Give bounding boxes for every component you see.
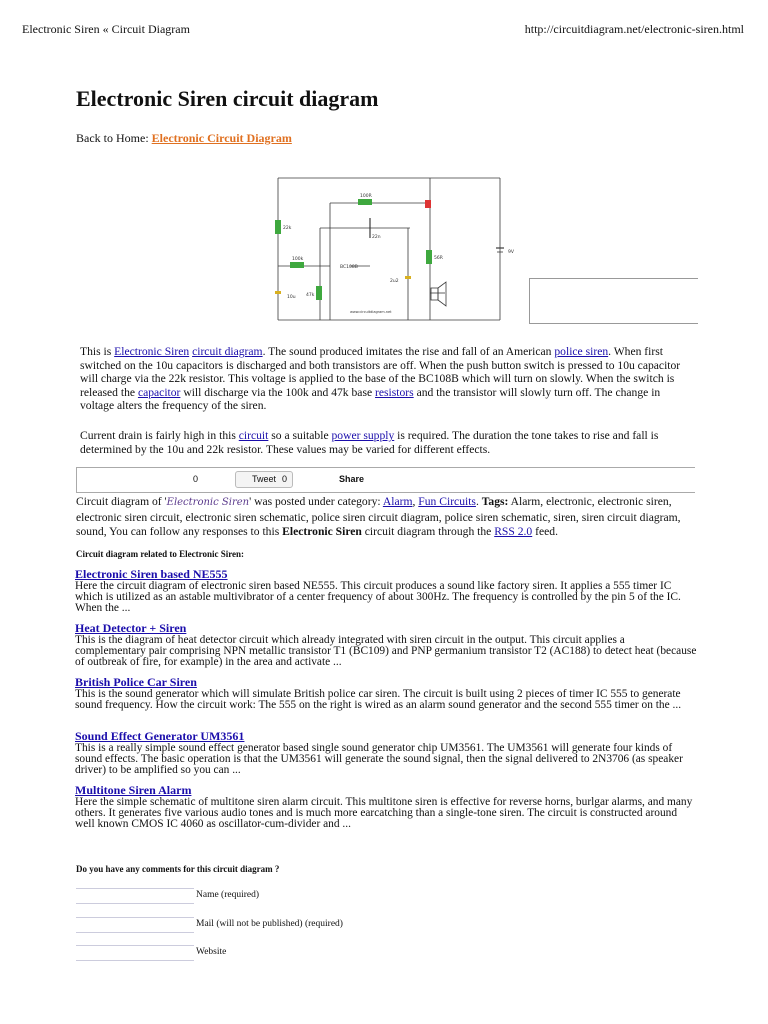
resistor-100r-mark [358, 199, 372, 205]
social-bar [76, 467, 695, 493]
website-field[interactable] [76, 945, 194, 961]
mail-field-label: Mail (will not be published) (required) [196, 919, 343, 929]
comments-heading: Do you have any comments for this circuit diagram ? [76, 864, 280, 874]
label-r2: 100k [292, 257, 304, 262]
related-heading: Circuit diagram related to Electronic Siren: [76, 549, 245, 559]
page-url: http://circuitdiagram.net/electronic-siren.html [524, 22, 744, 36]
related-description: Here the simple schematic of multitone siren alarm circuit. This multitone siren is effective for reverse horns, burlgar alarms, and many others. It generates five various audio tones and is much more earcatching than a single-tone siren. The circuit is constructed around well known CMOS IC 4060 as oscillator-cum-divider and ... [75, 796, 693, 830]
website-field-row [76, 945, 406, 961]
link-circuit[interactable]: circuit [238, 429, 269, 442]
name-field[interactable] [76, 888, 194, 904]
related-item [75, 676, 697, 711]
label-c1: 10u [287, 295, 296, 300]
capacitor-2u2-mark [405, 276, 411, 279]
page-title-header: Electronic Siren « Circuit Diagram [22, 22, 190, 36]
mail-field-row [76, 917, 406, 933]
related-item [75, 730, 697, 776]
related-title-link[interactable]: British Police Car Siren [75, 675, 197, 689]
related-title-link[interactable]: Heat Detector + Siren [75, 621, 187, 635]
label-r5: 56R [434, 256, 443, 261]
link-power-supply[interactable]: power supply [331, 429, 395, 442]
circuit-diagram-image [250, 158, 520, 330]
like-count: 0 [193, 474, 199, 484]
related-description: This is the diagram of heat detector circuit which already integrated with siren circuit in the output. This circuit applies a complementary pair comprising NPN metallic transistor T1 (BC109) and PNP germanium transistor T2 (AC188) to detect heat (because of outbreak of fire, for example) in the area and activate ... [75, 634, 697, 668]
related-title-link[interactable]: Electronic Siren based NE555 [75, 567, 228, 581]
link-circuit-diagram[interactable]: circuit diagram [192, 345, 263, 358]
description-paragraph: This is Electronic Siren circuit diagram. The sound produced imitates the rise and fall of an American police siren. When first switched on the 10u capacitors is discharged and both transistors are off. When the push button switch is pressed to 10u capacitor will charge via the 22k resistor. This voltage is applied to the base of the BC108B which will turn on slowly. When the switch is released the capacitor will discharge via the 100k and 47k base resistors and the transistor will slowly turn off. The change in voltage alters the frequency of the siren. [80, 345, 681, 413]
tweet-label: Tweet [252, 474, 277, 484]
category-alarm-link[interactable]: Alarm [382, 495, 413, 508]
capacitor-10u-mark [275, 291, 281, 294]
mail-field[interactable] [76, 917, 194, 933]
link-police-siren[interactable]: police siren [554, 345, 609, 358]
link-capacitor[interactable]: capacitor [137, 385, 181, 399]
resistor-22k-mark [275, 220, 281, 234]
label-battery: 9V [508, 250, 514, 255]
page-title: Electronic Siren circuit diagram [76, 86, 379, 111]
name-field-label: Name (required) [196, 890, 260, 900]
related-item [75, 622, 697, 668]
related-description: Here the circuit diagram of electronic siren based NE555. This circuit produces a sound like factory siren. It applies a 555 timer IC which is utilized as an astable multivibrator of a center frequency of about 300Hz. The frequency is controlled by the pin 5 of the IC. When the ... [75, 580, 681, 614]
tags-label: Tags: [481, 495, 509, 508]
label-r1: 22k [283, 226, 292, 231]
related-item [75, 784, 697, 830]
resistor-56r-mark [426, 250, 432, 264]
category-post-name: Electronic Siren [166, 497, 250, 508]
rss-link[interactable]: RSS 2.0 [494, 525, 533, 538]
back-label: Back to Home: [76, 131, 152, 145]
current-drain-paragraph: Current drain is fairly high in this circuit so a suitable power supply is required. The duration the tone takes to rise and fall is determined by the 10u and 22k resistor. These values may be varied for different effects. [80, 429, 659, 456]
transistor-red-mark [425, 200, 431, 208]
back-to-home [76, 131, 292, 146]
related-description: This is the sound generator which will simulate British police car siren. The circuit is built using 2 pieces of timer IC 555 to generate sound frequency. How the circuit work: The 555 on the right is wired as an alarm sound generator and the second 555 timer on the ... [75, 688, 682, 711]
related-item [75, 568, 697, 614]
speaker-mark [431, 288, 438, 300]
home-link[interactable]: Electronic Circuit Diagram [151, 131, 292, 145]
link-electronic-siren[interactable]: Electronic Siren [114, 345, 190, 358]
website-field-label: Website [196, 947, 227, 957]
related-description: This is a really simple sound effect generator based single sound generator chip UM3561. The UM3561 will generate four kinds of sound effects. The basic operation is that the UM3561 will generate the sound signal, then the signal delivered to 2N3706 (as speaker driver) to be amplified so you can ... [75, 742, 683, 776]
label-transistor: BC108B [340, 265, 358, 270]
category-fun-circuits-link[interactable]: Fun Circuits [418, 495, 476, 508]
resistor-47k-mark [316, 286, 322, 300]
resistor-100k-mark [290, 262, 304, 268]
share-button[interactable]: Share [339, 474, 365, 484]
label-c3: 2u2 [390, 279, 399, 284]
name-field-row [76, 888, 406, 904]
link-resistors[interactable]: resistors [375, 385, 414, 399]
label-r3: 47k [306, 293, 315, 298]
ad-placeholder [529, 278, 698, 324]
label-c2: 22n [372, 235, 381, 240]
print-header [22, 22, 744, 37]
related-title-link[interactable]: Multitone Siren Alarm [75, 783, 192, 797]
category-info: Circuit diagram of 'Electronic Siren' was posted under category: Alarm, Fun Circuits. Tags: Alarm, electronic, electronic siren, electronic siren circuit, electronic siren schematic, police siren circuit diagram, police siren schematic, siren, siren circuit diagram, sound, You can follow any responses to this Electronic Siren circuit diagram through the RSS 2.0 feed. [76, 495, 681, 538]
label-r4: 100R [360, 194, 372, 199]
tweet-count: 0 [282, 474, 288, 484]
related-title-link[interactable]: Sound Effect Generator UM3561 [75, 729, 245, 743]
label-site: www.circuitdiagram.net [350, 310, 392, 314]
tweet-button[interactable] [235, 471, 293, 488]
